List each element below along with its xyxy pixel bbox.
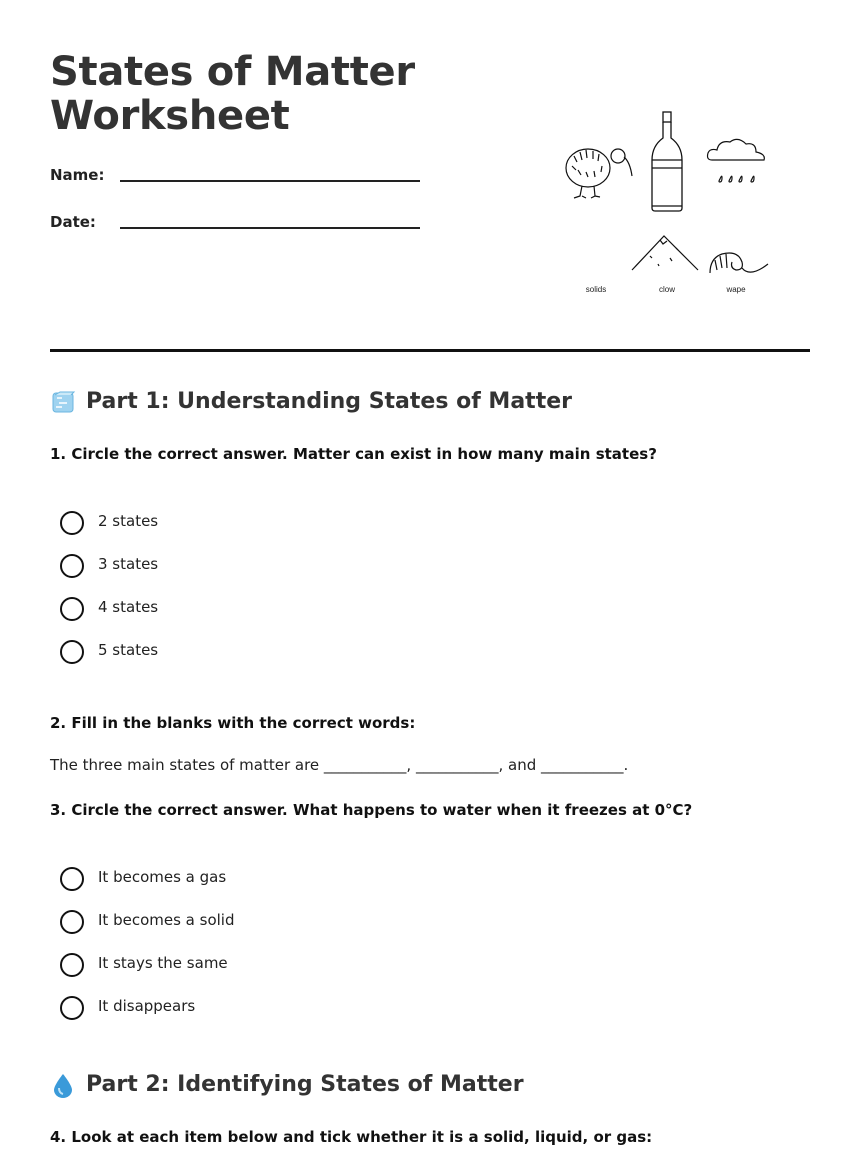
part2-heading — [50, 1072, 524, 1098]
illustration — [560, 108, 780, 300]
option-label: 5 states — [98, 641, 159, 659]
illustration-svg — [560, 108, 780, 300]
option-label: It becomes a gas — [98, 868, 227, 886]
radio-circle[interactable] — [60, 640, 84, 664]
name-line[interactable] — [120, 180, 420, 182]
fill-in-sentence[interactable]: The three main states of matter are ___________, ___________, and ___________. — [50, 756, 629, 774]
date-line[interactable] — [120, 227, 420, 229]
illustration-label-clow: clow — [658, 285, 676, 294]
radio-circle[interactable] — [60, 996, 84, 1020]
water-drop-icon — [50, 1072, 76, 1098]
rain-cloud-icon — [708, 139, 765, 182]
date-field — [50, 213, 96, 231]
option-label: It stays the same — [98, 954, 228, 972]
part2-title: Part 2: Identifying States of Matter — [86, 1072, 524, 1097]
part1-heading — [50, 389, 572, 415]
header-divider — [50, 349, 810, 352]
question-1: 1. Circle the correct answer. Matter can exist in how many main states? — [50, 445, 657, 463]
bottle-icon — [652, 112, 682, 211]
name-label: Name: — [50, 166, 105, 184]
radio-circle[interactable] — [60, 910, 84, 934]
wave-icon — [710, 253, 768, 273]
option-label: 3 states — [98, 555, 159, 573]
name-field — [50, 166, 104, 184]
option-label: 4 states — [98, 598, 159, 616]
option-label: It becomes a solid — [98, 911, 235, 929]
question-2: 2. Fill in the blanks with the correct words: — [50, 714, 416, 732]
illustration-label-wape: wape — [726, 285, 746, 294]
question-4: 4. Look at each item below and tick whether it is a solid, liquid, or gas: — [50, 1128, 653, 1146]
part1-title: Part 1: Understanding States of Matter — [86, 389, 572, 414]
ice-cube-icon — [50, 389, 76, 415]
radio-circle[interactable] — [60, 554, 84, 578]
illustration-label-solids: solids — [585, 285, 607, 294]
radio-circle[interactable] — [60, 597, 84, 621]
radio-circle[interactable] — [60, 953, 84, 977]
date-label: Date: — [50, 213, 96, 231]
option-label: 2 states — [98, 512, 159, 530]
option-label: It disappears — [98, 997, 196, 1015]
mountain-icon — [632, 236, 698, 270]
page-title: States of Matter Worksheet — [50, 49, 415, 139]
radio-circle[interactable] — [60, 867, 84, 891]
question-3: 3. Circle the correct answer. What happens to water when it freezes at 0°C? — [50, 801, 693, 819]
kiwi-icon — [566, 149, 632, 198]
radio-circle[interactable] — [60, 511, 84, 535]
